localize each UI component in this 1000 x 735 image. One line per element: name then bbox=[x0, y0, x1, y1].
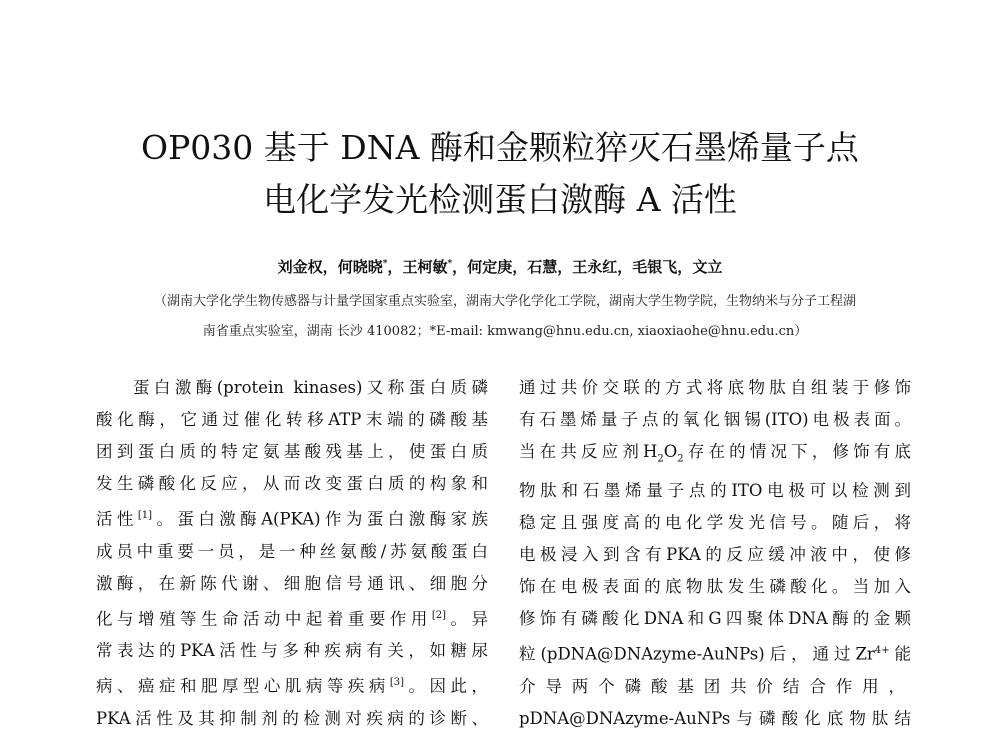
text-run: 存在的情况下，修饰有底 bbox=[683, 442, 911, 461]
text-line bbox=[96, 568, 488, 600]
citation-mark: [2] bbox=[431, 609, 447, 621]
text-line bbox=[96, 468, 488, 500]
text-run: pDNA@DNAzyme-AuNPs与磷酸化底物肽结 bbox=[519, 708, 911, 728]
author-name: 王永红 bbox=[572, 258, 618, 276]
text-run: 酸化酶，它通过催化转移ATP末端的磷酸基 bbox=[96, 410, 488, 429]
text-run: 能 bbox=[889, 644, 911, 664]
text-line bbox=[519, 539, 911, 571]
text-run: 修饰有磷酸化DNA和G四聚体DNA酶的金颗 bbox=[519, 609, 911, 629]
text-run: 饰在电极表面的底物肽发生磷酸化。当加入 bbox=[519, 577, 911, 597]
text-run: 。蛋白激酶A(PKA)作为蛋白激酶家族 bbox=[152, 509, 488, 529]
text-run: 。因此， bbox=[404, 676, 488, 696]
text-run: 介导两个磷酸基团共价结合作用， bbox=[519, 676, 911, 696]
author-name: 何晓晓 bbox=[337, 258, 383, 276]
text-line bbox=[96, 372, 488, 404]
text-line bbox=[519, 372, 911, 404]
text-line bbox=[96, 500, 488, 536]
text-line bbox=[519, 703, 911, 735]
text-line bbox=[96, 404, 488, 436]
text-run: O bbox=[663, 442, 678, 461]
text-line bbox=[519, 475, 911, 507]
text-run: 化与增殖等生命活动中起着重要作用 bbox=[96, 609, 432, 628]
citation-mark: [1] bbox=[137, 510, 153, 521]
corresponding-mark: * bbox=[447, 259, 453, 269]
affiliation-line-1: （湖南大学化学生物传感器与计量学国家重点实验室，湖南大学化学化工学院，湖南大学生物学院，生物纳米与分子工程湖 bbox=[153, 294, 856, 309]
text-line bbox=[519, 436, 911, 475]
title-line-2: 电化学发光检测蛋白激酶 A 活性 bbox=[263, 180, 737, 219]
subscript: 2 bbox=[677, 453, 684, 465]
text-line bbox=[96, 600, 488, 636]
text-line bbox=[96, 635, 488, 667]
text-run: 常表达的PKA活性与多种疾病有关，如糖尿 bbox=[96, 641, 488, 660]
text-run: 病、癌症和肥厚型心肌病等疾病 bbox=[96, 676, 390, 696]
subscript: 2 bbox=[657, 453, 664, 465]
text-line bbox=[519, 635, 911, 671]
text-run: 激酶，在新陈代谢、细胞信号通讯、细胞分 bbox=[96, 573, 488, 593]
text-line bbox=[519, 404, 911, 436]
text-run: 稳定且强度高的电化学发光信号。随后，将 bbox=[519, 513, 911, 533]
text-line bbox=[96, 703, 488, 735]
affiliation-line-2: 南省重点实验室，湖南 长沙 410082；*E-mail: kmwang@hnu.edu.cn, xiaoxiaohe@hnu.edu.cn） bbox=[202, 324, 808, 339]
text-line bbox=[96, 667, 488, 703]
author-name: 何定庚 bbox=[467, 258, 513, 276]
text-run: 当在共反应剂H bbox=[519, 442, 658, 461]
citation-mark: 4+ bbox=[874, 645, 890, 657]
corresponding-mark: * bbox=[382, 259, 388, 269]
text-run: 物肽和石墨烯量子点的ITO电极可以检测到 bbox=[519, 481, 911, 501]
text-line bbox=[96, 536, 488, 568]
text-run: 团到蛋白质的特定氨基酸残基上，使蛋白质 bbox=[96, 442, 488, 461]
author-name: 石慧 bbox=[527, 258, 558, 276]
text-line bbox=[519, 603, 911, 635]
text-run: 活性 bbox=[96, 509, 138, 529]
text-line bbox=[519, 571, 911, 603]
text-run: 粒(pDNA@DNAzyme-AuNPs)后，通过Zr bbox=[519, 644, 875, 664]
text-run: 有石墨烯量子点的氧化铟锡(ITO)电极表面。 bbox=[519, 410, 911, 429]
text-line bbox=[96, 436, 488, 468]
text-run: 成员中重要一员，是一种丝氨酸/苏氨酸蛋白 bbox=[96, 541, 488, 561]
text-run: 电极浸入到含有PKA的反应缓冲液中，使修 bbox=[519, 545, 911, 565]
affiliation bbox=[95, 287, 915, 347]
text-line bbox=[519, 671, 911, 703]
left-column bbox=[96, 372, 488, 735]
text-run: 蛋白激酶(protein kinases)又称蛋白质磷 bbox=[133, 378, 488, 397]
text-run: 通过共价交联的方式将底物肽自组装于修饰 bbox=[519, 378, 911, 397]
text-run: 发生磷酸化反应，从而改变蛋白质的构象和 bbox=[96, 474, 488, 493]
author-name: 王柯敏 bbox=[402, 258, 448, 276]
title-line-1: OP030 基于 DNA 酶和金颗粒猝灭石墨烯量子点 bbox=[141, 128, 859, 167]
author-name: 毛银飞 bbox=[632, 258, 678, 276]
text-run: PKA活性及其抑制剂的检测对疾病的诊断、 bbox=[96, 708, 488, 728]
right-column bbox=[519, 372, 911, 735]
author-name: 刘金权 bbox=[277, 258, 323, 276]
paper-title bbox=[0, 122, 1000, 226]
text-line bbox=[519, 507, 911, 539]
author-list: 刘金权，何晓晓*，王柯敏*，何定庚，石慧，王永红，毛银飞，文立 bbox=[277, 258, 723, 276]
text-run: 。异 bbox=[446, 609, 488, 628]
citation-mark: [3] bbox=[389, 677, 405, 688]
author-name: 文立 bbox=[692, 258, 723, 276]
